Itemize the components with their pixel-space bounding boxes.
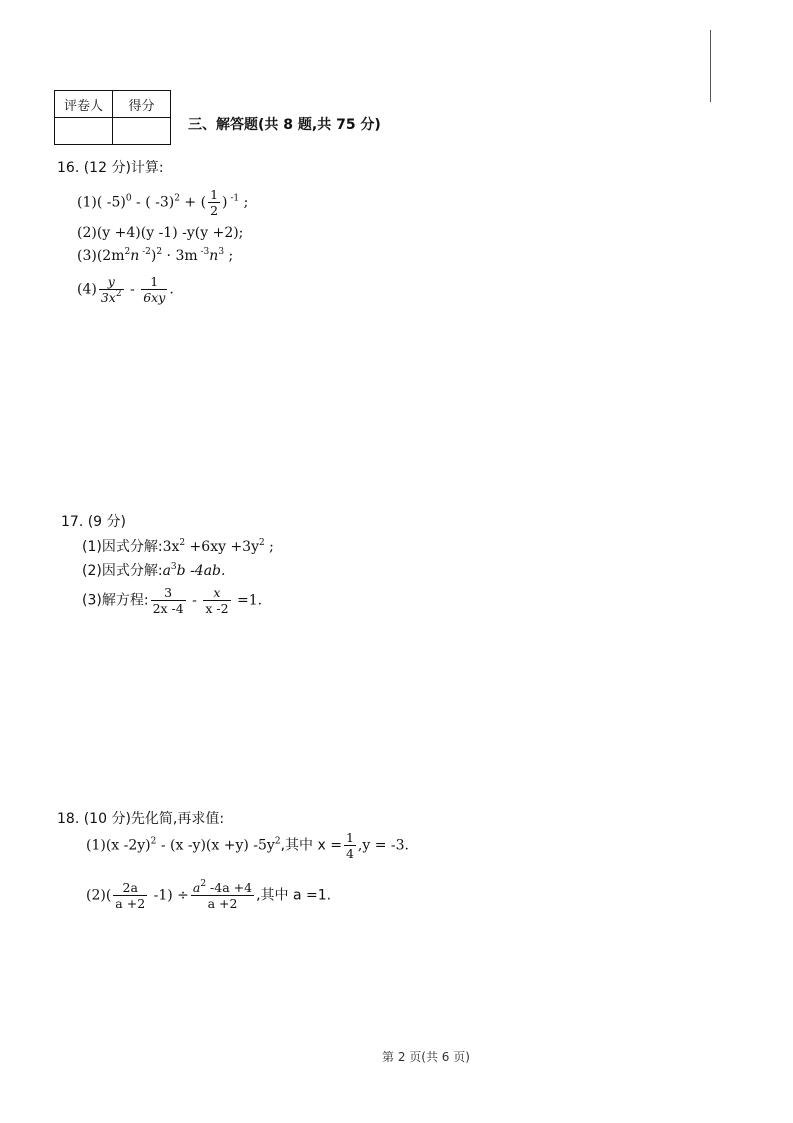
q16-part4: (4) $\frac{y}{3x^2}$ - $\frac{1}{6xy}$ . [77, 274, 174, 305]
grader-cell [55, 118, 113, 145]
q16-part1: (1)( -5)$^0$ - ( -3)$^2$ + ( $\frac{1}{2}$ ) $^{-1}$ ; [77, 187, 249, 218]
q16-heading: 16. (12 分)计算: [57, 160, 164, 176]
score-table [54, 90, 171, 145]
fraction: $\frac{1}{2}$ [210, 187, 219, 218]
score-cell [113, 118, 171, 145]
q17-part1: (1)因式分解$:3x^2 +6xy +3y^2$ ; [82, 538, 274, 555]
section-title: 三、解答题(共 8 题,共 75 分) [188, 117, 381, 133]
fraction: $\frac{2a}{a +2}$ [115, 880, 146, 911]
fraction: $\frac{1}{4}$ [345, 830, 354, 861]
fraction: $\frac{1}{6xy}$ [143, 274, 166, 305]
q18-part1: (1)(x -2y)$^2$ - (x -y)(x +y) $-5y^2$,其中 x = $\frac{1}{4}$ ,y = -3. [86, 830, 409, 861]
q17-part2: (2)因式分解$:a^3b$ -4ab. [82, 562, 226, 579]
q16-part2: (2)(y +4)(y -1) -y(y +2); [77, 225, 244, 241]
q18-part2: (2)( $\frac{2a}{a +2}$ -1) ÷ $\frac{a^2 -4a +4}{a +2}$ ,其中 a =1. [86, 879, 332, 911]
q16-part3: $(3)(2m^2n$ $^{-2}$)$^2$ · 3m $^{-3}n^3$ ; [77, 247, 234, 264]
fraction: $\frac{3}{2x -4}$ [152, 585, 184, 616]
fraction: $\frac{a^2 -4a +4}{a +2}$ [192, 879, 253, 911]
q18-heading: 18. (10 分)先化简,再求值: [57, 811, 225, 827]
fraction: $\frac{x}{x -2}$ [205, 585, 229, 616]
page-footer: 第 2 页(共 6 页) [382, 1050, 470, 1064]
score-label: 得分 [113, 91, 171, 118]
q17-part3: (3)解方程: $\frac{3}{2x -4}$ - $\frac{x}{x -2}$ =1. [82, 585, 263, 616]
q17-heading: 17. (9 分) [61, 514, 126, 530]
scan-edge-line [710, 30, 711, 102]
grader-label: 评卷人 [55, 91, 113, 118]
fraction: $\frac{y}{3x^2}$ [100, 274, 122, 305]
